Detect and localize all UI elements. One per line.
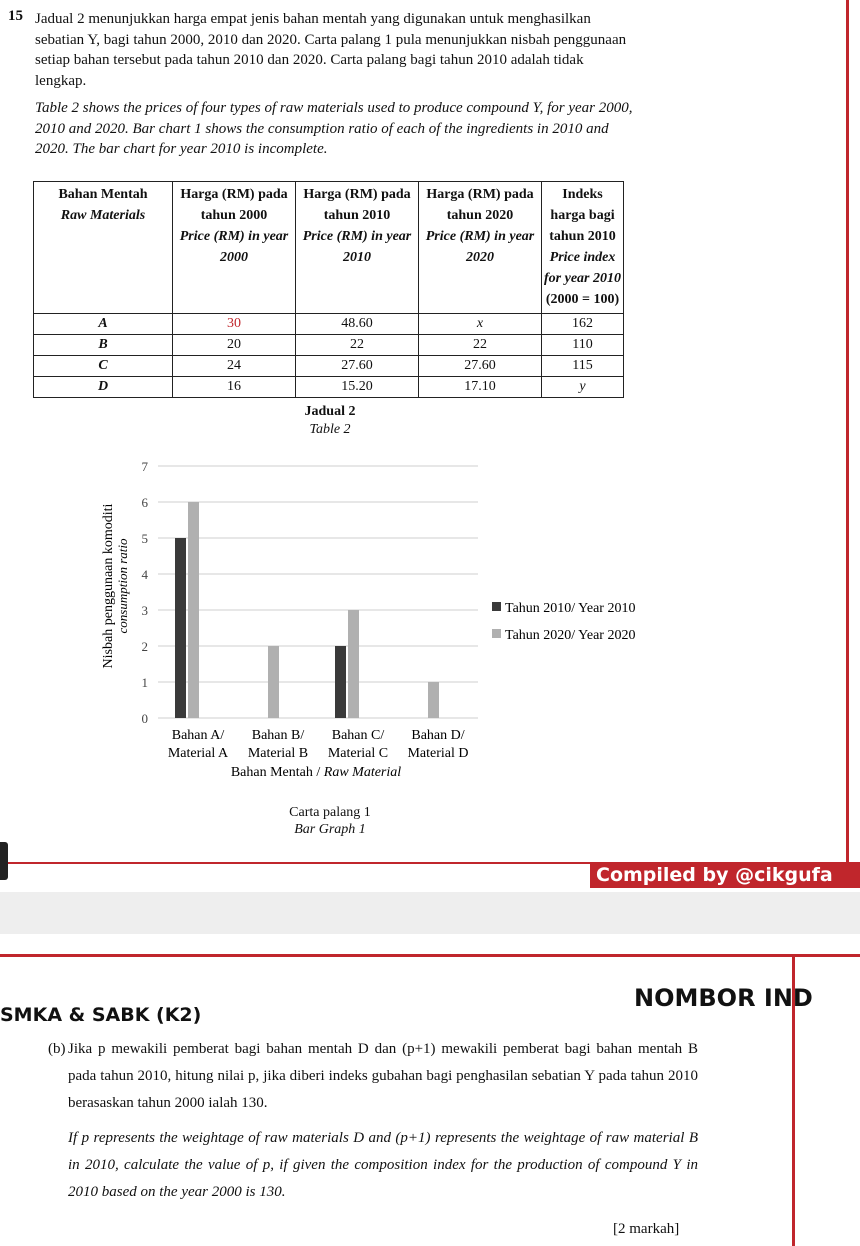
- header-en: Price index for year 2010: [544, 250, 621, 286]
- y-tick-label: 4: [141, 567, 148, 582]
- x-tick-label-ms: Bahan B/: [251, 728, 305, 743]
- header-en: Raw Materials: [60, 208, 146, 223]
- header-2020: [419, 182, 542, 314]
- chart-caption-ms: Carta palang 1: [289, 805, 371, 820]
- table-row: [34, 335, 624, 356]
- chart-legend: [492, 601, 635, 643]
- cell-price-2010: 22: [296, 335, 419, 356]
- intro-malay: Jadual 2 menunjukkan harga empat jenis bahan mentah yang digunakan untuk menghasilkan sebatian Y, bagi tahun 2000, 2010 dan 2020. Carta palang 1 pula menunjukkan nisbah penggunaan setiap bahan tersebut pada tahun 2010 dan 2020. Carta palang bagi tahun 2010 adalah tidak lengkap.: [35, 11, 627, 89]
- cell-index: 162: [542, 314, 624, 335]
- exam-page-2: [0, 934, 860, 1246]
- cell-price-2000: 16: [173, 377, 296, 398]
- cell-price-2020: 27.60: [419, 356, 542, 377]
- legend-swatch: [492, 602, 501, 611]
- cell-price-2020: 17.10: [419, 377, 542, 398]
- cell-index: 115: [542, 356, 624, 377]
- part-b-malay: Jika p mewakili pemberat bagi bahan mentah D dan (p+1) mewakili pemberat bagi bahan mentah B pada tahun 2010, hitung nilai p, jika diberi indeks gubahan bagi penghasilan sebatian Y pada tahun 2010 berasaskan tahun 2000 ialah 130.: [68, 1041, 698, 1111]
- header-ms: Harga (RM) pada tahun 2010: [303, 187, 411, 223]
- cell-material: C: [34, 356, 173, 377]
- x-axis-label-ms: Bahan Mentah /: [230, 765, 324, 780]
- header-ms: Harga (RM) pada tahun 2000: [180, 187, 288, 223]
- header-base: (2000 = 100): [545, 292, 620, 307]
- table-row: [34, 314, 624, 335]
- part-b-label: (b): [48, 1041, 66, 1057]
- y-axis-label-ms: Nisbah penggunaan komoditi: [101, 503, 116, 669]
- brand-badge: Compiled by @cikgufa: [590, 862, 860, 888]
- cell-price-2000: 30: [173, 314, 296, 335]
- page-gap: [0, 892, 860, 934]
- cell-index: y: [542, 377, 624, 398]
- y-tick-label: 6: [141, 495, 148, 510]
- bar-chart: [0, 450, 680, 790]
- y-tick-label: 0: [141, 711, 148, 726]
- cell-price-2020: x: [419, 314, 542, 335]
- chart-gridlines: [158, 466, 478, 718]
- index-number-label: NOMBOR IND: [634, 984, 813, 1012]
- header-en: Price (RM) in year 2010: [302, 229, 412, 265]
- cell-price-2020: 22: [419, 335, 542, 356]
- cell-price-2000: 20: [173, 335, 296, 356]
- table-row: [34, 356, 624, 377]
- y-axis-label-en: consumption ratio: [115, 538, 130, 634]
- y-tick-label: 2: [141, 639, 148, 654]
- bar-2020: [268, 646, 279, 718]
- school-label: SMKA & SABK (K2): [0, 1004, 202, 1026]
- cell-material: D: [34, 377, 173, 398]
- cell-price-2000: 24: [173, 356, 296, 377]
- x-category-labels: [168, 728, 469, 761]
- bar-2020: [348, 610, 359, 718]
- table-row: [34, 377, 624, 398]
- header-ms: Indeks harga bagi tahun 2010: [549, 187, 616, 244]
- header-2000: [173, 182, 296, 314]
- marks-label: [2 markah]: [613, 1221, 680, 1237]
- bar-2010: [175, 538, 186, 718]
- x-tick-label-en: Material B: [247, 746, 309, 761]
- chart-caption-en: Bar Graph 1: [294, 822, 366, 837]
- header-2010: [296, 182, 419, 314]
- table-header-row: [34, 182, 624, 314]
- part-b-question: [48, 1036, 698, 1206]
- y-tick-label: 7: [141, 459, 148, 474]
- table-caption-en: Table 2: [309, 422, 351, 437]
- legend-swatch: [492, 629, 501, 638]
- x-tick-label-ms: Bahan D/: [411, 728, 465, 743]
- part-b-english: If p represents the weightage of raw materials D and (p+1) represents the weightage of raw material B in 2010, calculate the value of p, if given the composition index for the production of compound Y in 2010 based on the year 2000 is 130.: [68, 1130, 698, 1200]
- header-index: [542, 182, 624, 314]
- x-tick-label-en: Material D: [407, 746, 469, 761]
- price-table: [33, 181, 624, 398]
- legend-entry: Tahun 2020/ Year 2020: [505, 628, 636, 643]
- cell-price-2010: 15.20: [296, 377, 419, 398]
- bar-2020: [188, 502, 199, 718]
- cell-index: 110: [542, 335, 624, 356]
- header-material: [34, 182, 173, 314]
- x-tick-label-ms: Bahan C/: [331, 728, 385, 743]
- cell-material: B: [34, 335, 173, 356]
- x-tick-label-en: Material C: [327, 746, 389, 761]
- cell-price-2010: 27.60: [296, 356, 419, 377]
- bar-2020: [428, 682, 439, 718]
- x-axis-label: [231, 765, 401, 780]
- margin-line: [846, 0, 849, 882]
- x-axis-label-en: Raw Material: [323, 765, 402, 780]
- legend-entry: Tahun 2010/ Year 2010: [505, 601, 636, 616]
- y-tick-label: 1: [141, 675, 148, 690]
- table-caption-ms: Jadual 2: [304, 404, 356, 419]
- y-tick-labels: [142, 459, 149, 726]
- header-ms: Bahan Mentah: [58, 187, 148, 202]
- x-tick-label-en: Material A: [167, 746, 229, 761]
- header-rule: [0, 954, 860, 957]
- bar-2010: [335, 646, 346, 718]
- header-en: Price (RM) in year 2020: [425, 229, 535, 265]
- intro-english: Table 2 shows the prices of four types of raw materials used to produce compound Y, for year 2000, 2010 and 2020. Bar chart 1 shows the consumption ratio of each of the ingredients in 2010 and 2020. The bar chart for year 2010 is incomplete.: [35, 100, 633, 157]
- corner-tab: [0, 842, 8, 880]
- x-tick-label-ms: Bahan A/: [171, 728, 225, 743]
- header-en: Price (RM) in year 2000: [179, 229, 289, 265]
- header-ms: Harga (RM) pada tahun 2020: [426, 187, 534, 223]
- cell-material: A: [34, 314, 173, 335]
- y-tick-label: 5: [141, 531, 148, 546]
- question-number: 15: [8, 8, 23, 24]
- cell-price-2010: 48.60: [296, 314, 419, 335]
- y-tick-label: 3: [141, 603, 148, 618]
